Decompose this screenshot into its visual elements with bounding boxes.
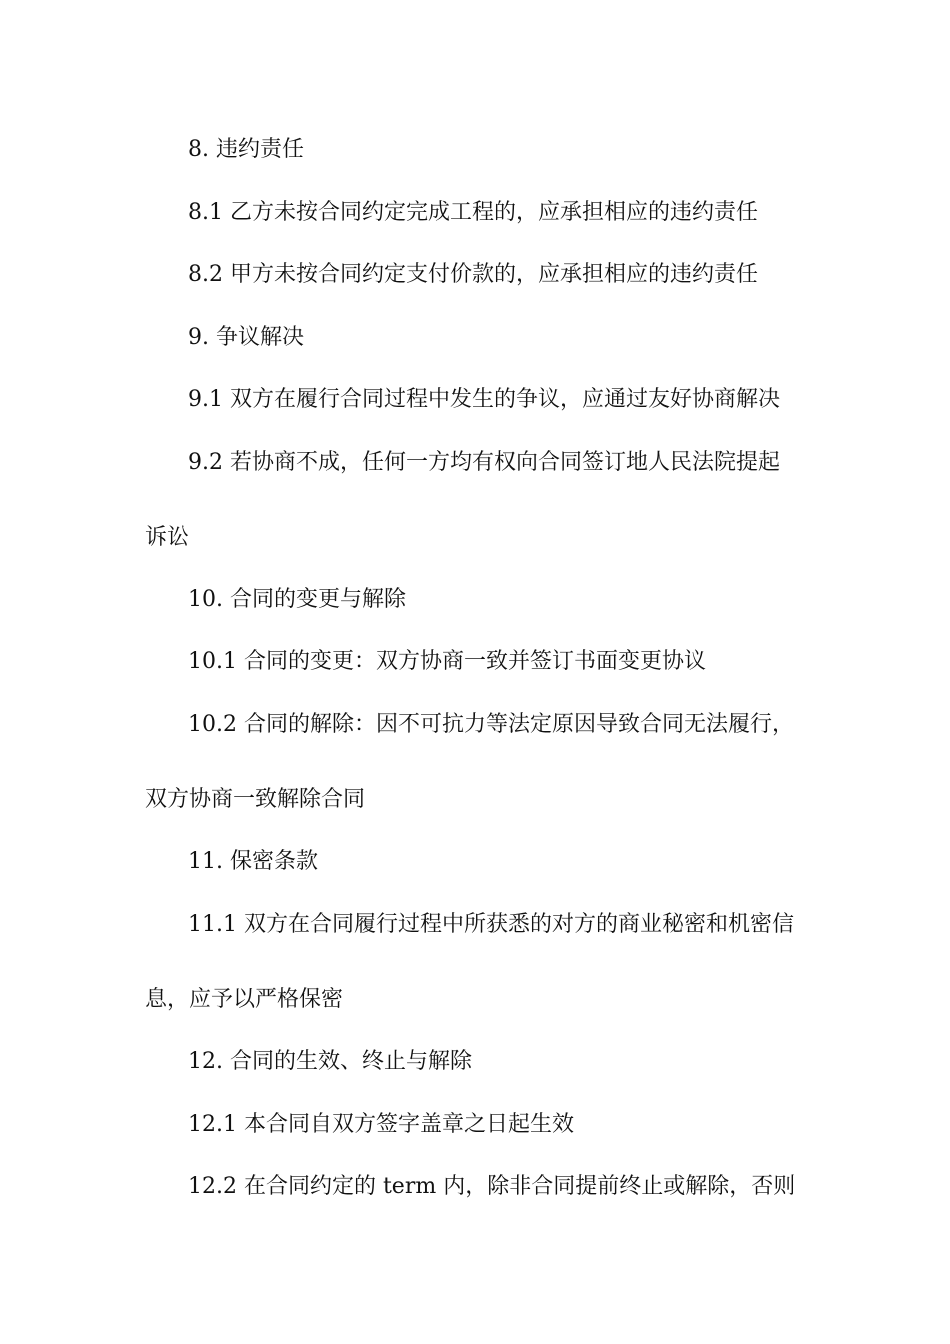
clause-9-2: 9.2 若协商不成，任何一方均有权向合同签订地人民法院提起 <box>188 450 780 475</box>
section-heading-8: 8. 违约责任 <box>188 137 304 162</box>
clause-10-1: 10.1 合同的变更：双方协商一致并签订书面变更协议 <box>188 649 706 674</box>
clause-12-1: 12.1 本合同自双方签字盖章之日起生效 <box>188 1112 574 1137</box>
clause-9-1: 9.1 双方在履行合同过程中发生的争议，应通过友好协商解决 <box>188 387 780 412</box>
section-heading-12: 12. 合同的生效、终止与解除 <box>188 1049 472 1074</box>
section-heading-10: 10. 合同的变更与解除 <box>188 587 406 612</box>
clause-11-1: 11.1 双方在合同履行过程中所获悉的对方的商业秘密和机密信 <box>188 912 794 937</box>
clause-8-1: 8.1 乙方未按合同约定完成工程的，应承担相应的违约责任 <box>188 200 758 225</box>
clause-10-2-continued: 双方协商一致解除合同 <box>145 787 366 812</box>
clause-10-2: 10.2 合同的解除：因不可抗力等法定原因导致合同无法履行， <box>188 712 794 737</box>
section-heading-11: 11. 保密条款 <box>188 849 318 874</box>
clause-12-2: 12.2 在合同约定的 term 内，除非合同提前终止或解除，否则 <box>188 1174 796 1199</box>
clause-9-2-continued: 诉讼 <box>145 525 190 550</box>
clause-11-1-continued: 息，应予以严格保密 <box>145 987 344 1012</box>
section-heading-9: 9. 争议解决 <box>188 325 304 350</box>
clause-8-2: 8.2 甲方未按合同约定支付价款的，应承担相应的违约责任 <box>188 262 758 287</box>
